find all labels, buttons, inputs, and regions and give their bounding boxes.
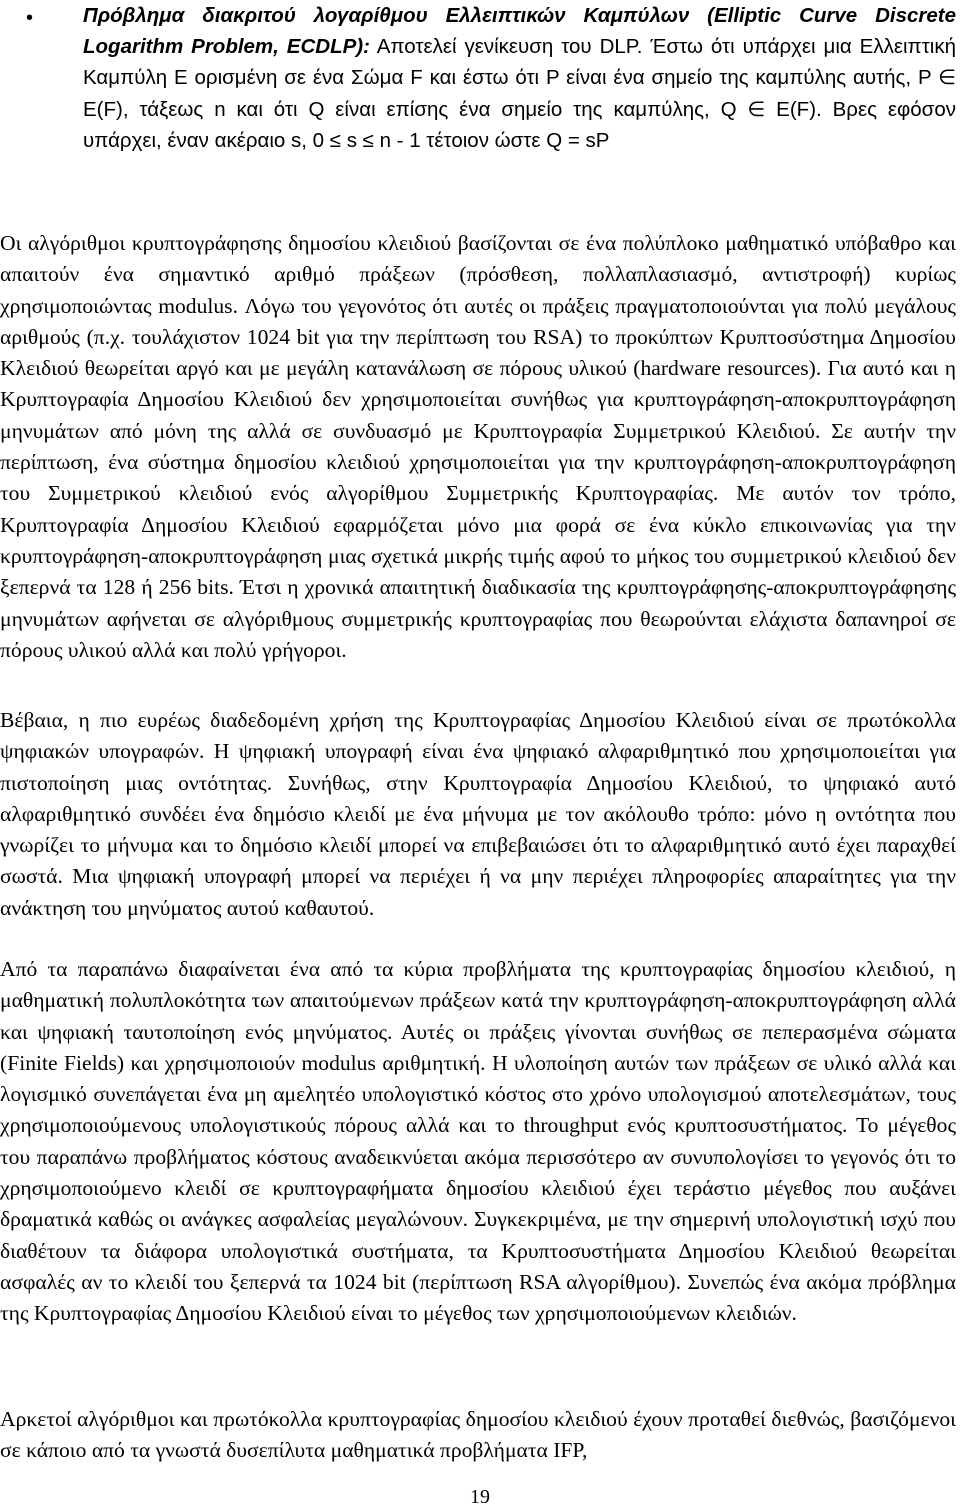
paragraph-algorithms: Αρκετοί αλγόριθμοι και πρωτόκολλα κρυπτογραφίας δημοσίου κλειδιού έχουν προταθεί διεθνώς, βασιζόμενοι σε κάποιο από τα γνωστά δυσεπίλυτα μαθηματικά προβλήματα IFP, — [0, 1407, 956, 1463]
bullet-body: Αποτελεί γενίκευση του DLP. Έστω ότι υπάρχει μια Ελλειπτική Καμπύλη E ορισμένη σε ένα Σώμα F και έστω ότι P είναι ένα σημείο της καμπύλης αυτής, P ∈ E(F), τάξεως n και ότι Q είναι επίσης ένα σημείο της καμπύλης, Q ∈ E(F). Βρες εφόσον υπάρχει, έναν ακέραιο s, 0 ≤ s ≤ n - 1 τέτοιον ώστε Q = sP — [83, 35, 956, 152]
page-number: 19 — [470, 1486, 490, 1508]
bullet-marker: • — [26, 7, 34, 29]
bullet-title: Πρόβλημα διακριτού λογαρίθμου Ελλειπτικών Καμπύλων (Elliptic Curve Discrete Logarithm Problem, ECDLP): — [83, 4, 956, 59]
paragraph-complexity: Από τα παραπάνω διαφαίνεται ένα από τα κύρια προβλήματα της κρυπτογραφίας δημοσίου κλειδιού, η μαθηματική πολυπλοκότητα των απαιτούμενων πράξεων κατά την κρυπτογράφηση-αποκρυπτογράφηση αλλά και ψηφιακή ταυτοποίηση ενός μηνύματος. Αυτές οι πράξεις γίνονται συνήθως σε πεπερασμένα σώματα (Finite Fields) και χρησιμοποιούν modulus αριθμητική. Η υλοποίηση αυτών των πράξεων σε υλικό αλλά και λογισμικό συνεπάγεται ένα μη αμελητέο υπολογιστικό κόστος στο χρόνο υπολογισμού αποτελεσμάτων, τους χρησιμοποιούμενους υπολογιστικούς πόρους αλλά και το throughput ενός κρυπτοσυστήματος. Το μέγεθος του παραπάνω προβλήματος κόστους αναδεικνύεται ακόμα περισσότερο αν συνυπολογίσει το γεγονός ότι το χρησιμοποιούμενο κλειδί σε κρυπτογραφήματα δημοσίου κλειδιού έχει τεράστιο μέγεθος που αυξάνει δραματικά καθώς οι ανάγκες ασφαλείας μεγαλώνουν. Συγκεκριμένα, με την σημερινή υπολογιστική ισχύ που διαθέτουν τα διάφορα υπολογιστικά συστήματα, τα Κρυπτοσυστήματα Δημοσίου Κλειδιού θεωρείται ασφαλές αν το κλειδί του ξεπερνά τα 1024 bit (περίπτωση RSA αλγορίθμου). Συνεπώς ένα ακόμα πρόβλημα της Κρυπτογραφίας Δημοσίου Κλειδιού είναι το μέγεθος των χρησιμοποιούμενων κλειδιών. — [0, 957, 956, 1326]
bullet-text — [83, 0, 956, 156]
paragraph-public-key-cost: Οι αλγόριθμοι κρυπτογράφησης δημοσίου κλειδιού βασίζονται σε ένα πολύπλοκο μαθηματικό υπόβαθρο και απαιτούν ένα σημαντικό αριθμό πράξεων (πρόσθεση, πολλαπλασιασμό, αντιστροφή) κυρίως χρησιμοποιώντας modulus. Λόγω του γεγονότος ότι αυτές οι πράξεις πραγματοποιούνται για πολύ μεγάλους αριθμούς (π.χ. τουλάχιστον 1024 bit για την περίπτωση του RSA) το προκύπτων Κρυπτοσύστημα Δημοσίου Κλειδιού θεωρείται αργό και με μεγάλη κατανάλωση σε πόρους υλικού (hardware resources). Για αυτό και η Κρυπτογραφία Δημοσίου Κλειδιού δεν χρησιμοποιείται συνήθως για κρυπτογράφηση-αποκρυπτογράφηση μηνυμάτων από μόνη της αλλά σε συνδυασμό με Κρυπτογραφία Συμμετρικού Κλειδιού. Σε αυτήν την περίπτωση, ένα σύστημα δημοσίου κλειδιού χρησιμοποιείται για την κρυπτογράφηση-αποκρυπτογράφηση του Συμμετρικού κλειδιού ενός αλγορίθμου Συμμετρικής Κρυπτογραφίας. Με αυτόν τον τρόπο, Κρυπτογραφία Δημοσίου Κλειδιού εφαρμόζεται μόνο μια φορά σε ένα κύκλο επικοινωνίας για την κρυπτογράφηση-αποκρυπτογράφηση μιας σχετικά μικρής τιμής αφού το μήκος του συμμετρικού κλειδιού δεν ξεπερνά τα 128 ή 256 bits. Έτσι η χρονικά απαιτητική διαδικασία της κρυπτογράφησης-αποκρυπτογράφησης μηνυμάτων αφήνεται σε αλγόριθμους συμμετρικής κρυπτογραφίας που θεωρούνται ελάχιστα δαπανηροί σε πόρους υλικού αλλά και πολύ γρήγοροι. — [0, 231, 956, 662]
paragraph-digital-signatures: Βέβαια, η πιο ευρέως διαδεδομένη χρήση της Κρυπτογραφίας Δημοσίου Κλειδιού είναι σε πρωτόκολλα ψηφιακών υπογραφών. Η ψηφιακή υπογραφή είναι ένα ψηφιακό αλφαριθμητικό που χρησιμοποιείται για πιστοποίηση μιας οντότητας. Συνήθως, στην Κρυπτογραφία Δημοσίου Κλειδιού, το ψηφιακό αυτό αλφαριθμητικό συνδέει ένα δημόσιο κλειδί με ένα μήνυμα με τον ακόλουθο τρόπο: μόνο η οντότητα που γνωρίζει το μήνυμα και το δημόσιο κλειδί μπορεί να επιβεβαιώσει ότι το αλφαριθμητικό αυτό έχει παραχθεί σωστά. Μια ψηφιακή υπογραφή μπορεί να περιέχει ή να μην περιέχει πληροφορίες απαραίτητες για την ανάκτηση του μηνύματος αυτού καθαυτού. — [0, 708, 956, 920]
